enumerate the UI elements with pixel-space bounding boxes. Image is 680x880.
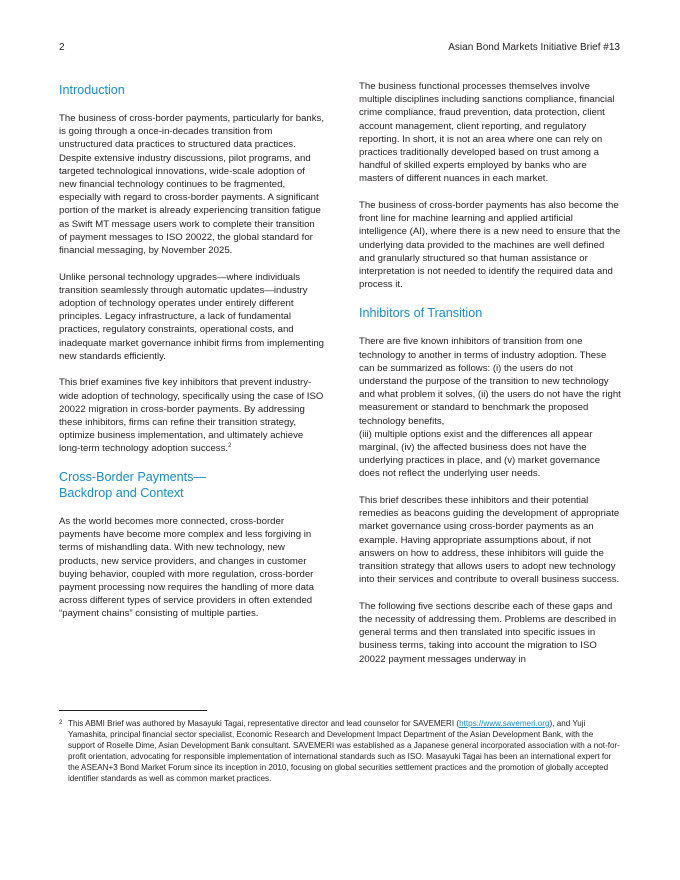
cross-border-heading-line1: Cross-Border Payments— bbox=[59, 470, 206, 485]
cross-border-heading bbox=[59, 469, 325, 501]
inhibitors-paragraph-2: This brief describes these inhibitors and their potential remedies as beacons guiding the development of appropriate market governance using cross-border payments as an example. Having appropriate assumptions about, if not answers on how to address, these inhibitors will guide the transition strategy that allows users to adopt new technology into their services and contribute to overall business success. bbox=[359, 495, 620, 586]
savemeri-link[interactable]: https://www.savemeri.org bbox=[459, 719, 550, 728]
cross-border-paragraph-1: As the world becomes more connected, cross-border payments have become more complex and less forgiving in terms of mishandling data. With new technology, new products, new service providers, and changes in customer buying behavior, coupled with more regulation, cross-border payment processing now requires the handling of more data across different types of service providers in often extended “payment chains” consisting of multiple parties. bbox=[59, 516, 314, 620]
footnote-text-before-link: This ABMI Brief was authored by Masayuki Tagai, representative director and lead counselor for SAVEMERI ( bbox=[68, 719, 460, 728]
cross-border-heading-line2: Backdrop and Context bbox=[59, 486, 184, 501]
intro-paragraph-3 bbox=[59, 376, 325, 455]
introduction-heading: Introduction bbox=[59, 83, 125, 97]
intro-paragraph-3-text: This brief examines five key inhibitors that prevent industry-wide adoption of technology, specifically using the case of ISO 20022 migration in cross-border payments. By addressing these inhibitors, firms can refine their transition strategy, optimize business implementation, and ultimately achieve long-term technology adoption success. bbox=[59, 377, 324, 455]
footnote-text bbox=[68, 718, 620, 784]
footnote-marker: 2 bbox=[59, 720, 63, 726]
running-header-title: Asian Bond Markets Initiative Brief #13 bbox=[448, 42, 620, 53]
page-number: 2 bbox=[59, 42, 65, 53]
right-paragraph-1: The business functional processes themselves involve multiple disciplines including sanctions compliance, financial crime compliance, fraud prevention, data protection, client account management, client reporting, and regulatory reporting. In short, it is not an area where one can rely on practices traditionally developed based on trust among a handful of skilled experts employed by banks who are masters of different nuances in each market. bbox=[359, 81, 615, 185]
footnote-divider bbox=[59, 710, 207, 711]
inhibitors-heading: Inhibitors of Transition bbox=[359, 306, 483, 321]
footnote bbox=[59, 718, 624, 784]
footnote-text-after-link: ), and Yuji Yamashita, principal financial sector specialist, Economic Research and Development Impact Department of the Asian Development Bank, with the support of Roselle Dime, Asian Development Bank consultant. SAVEMERI was established as a Japanese general incorporated association with a not-for-profit orientation, advocating for responsible implementation of international standards such as ISO. Masayuki Tagai has been an international expert for the ASEAN+3 Bond Market Forum since its inception in 2010, focusing on global securities settlement practices and the promotion of globally accepted identifier standards as well as common market practices. bbox=[68, 719, 620, 783]
inhibitors-paragraph-3: The following five sections describe each of these gaps and the necessity of addressing them. Problems are described in general terms and then translated into specific issues in business terms, taking into account the migration to ISO 20022 payment messages underway in bbox=[359, 600, 617, 665]
intro-paragraph-1: The business of cross-border payments, particularly for banks, is going through a once-in-decades transition from unstructured data practices to structured data practices. Despite extensive industry discussions, pilot programs, and targeted technological innovations, wide-scale adoption of new financial technology continues to be fragmented, especially with regard to cross-border payments. A significant portion of the market is already experiencing transition fatigue as Swift MT message users work to complete their transition of payment messages to ISO 20022, the global standard for financial messaging, by November 2025. bbox=[59, 113, 325, 257]
footnote-reference[interactable]: 2 bbox=[228, 443, 232, 450]
right-column bbox=[359, 80, 622, 679]
right-paragraph-2: The business of cross-border payments has also become the front line for machine learning and applied artificial intelligence (AI), where there is a new need to ensure that the underlying data provided to the machines are well defined and granularly structured so that human assistance or interpretation is not needed to identify the required data and process it. bbox=[359, 200, 621, 291]
left-column bbox=[59, 80, 325, 634]
inhibitors-paragraph-1 bbox=[359, 335, 622, 480]
intro-paragraph-2: Unlike personal technology upgrades—where individuals transition seamlessly through automatic updates—industry adoption of technology operates under entirely different principles. Legacy infrastructure, a lack of fundamental practices, regulatory constraints, operational costs, and inadequate market governance inhibit firms from implementing new standards efficiently. bbox=[59, 271, 325, 362]
inhibitors-paragraph-1-part1: There are five known inhibitors of transition from one technology to another in terms of industry adoption. These can be summarized as follows: (i) the users do not understand the purpose of the transition to new technology and what problem it solves, (ii) the users do not have the right measurement or standard to benchmark the proposed technology benefits, bbox=[359, 336, 621, 427]
inhibitors-paragraph-1-part2: (iii) multiple options exist and the differences all appear marginal, (iv) the affected business does not have the underlying practices in place, and (v) market governance does not reflect the underlying user needs. bbox=[359, 428, 601, 480]
